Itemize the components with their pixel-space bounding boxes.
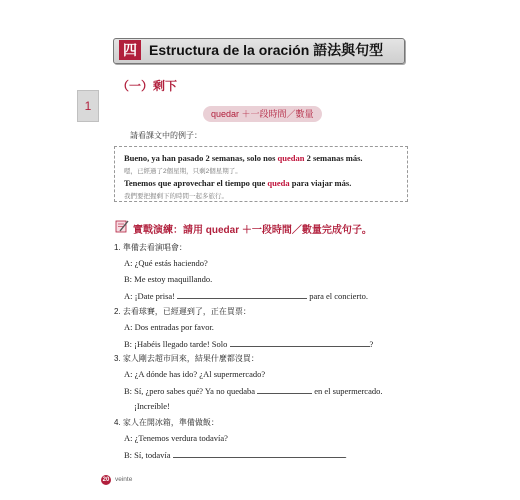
example-translation-2: 我們要把握剩下的時間一起多旅行。 (124, 193, 228, 200)
answer-blank[interactable] (230, 338, 370, 347)
answer-blank[interactable] (177, 290, 307, 299)
page-number: 20 (102, 477, 110, 483)
banner-title: Estructura de la oración 語法與句型 (149, 42, 384, 58)
chapter-side-tab: 1 (77, 90, 99, 122)
exercise-2-line-b: B: ¡Habéis llegado tarde! Solo ? (124, 339, 374, 349)
exercise-3-prompt: 3. 家人剛去超市回來，結果什麼都沒買： (114, 354, 259, 363)
highlight-word: queda (267, 178, 290, 188)
pencil-note-icon (115, 219, 129, 233)
exercise-1-prompt: 1. 準備去看演唱會： (114, 243, 187, 252)
practice-heading: 實戰演練：請用 quedar ＋一段時間／數量完成句子。 (133, 225, 372, 236)
section-heading: （一）剩下 (117, 79, 178, 93)
intro-text: 請看課文中的例子： (130, 131, 202, 140)
example-sentence-1: Bueno, ya han pasado 2 semanas, solo nos quedan 2 semanas más. (124, 153, 363, 163)
example-sentence-2: Tenemos que aprovechar el tiempo que queda para viajar más. (124, 178, 352, 188)
pattern-pill: quedar ＋一段時間／數量 (203, 106, 322, 122)
exercise-4-line-a: A: ¿Tenemos verdura todavía? (124, 433, 228, 443)
exercise-3-line-a: A: ¿A dónde has ido? ¿Al supermercado? (124, 369, 266, 379)
exercise-2-prompt: 2. 去看球賽，已經遲到了，正在買票： (114, 307, 251, 316)
example-translation-1: 嗯，已經過了2個星期，只剩2個星期了。 (124, 168, 242, 175)
answer-blank[interactable] (257, 385, 312, 394)
exercise-4-line-b: B: Sí, todavía . (124, 450, 347, 460)
exercise-1-line-a: A: ¿Qué estás haciendo? (124, 258, 208, 268)
page-number-word: veinte (115, 476, 133, 483)
banner-number: 四 (119, 40, 141, 60)
highlight-word: quedan (277, 153, 305, 163)
example-box (114, 146, 408, 202)
exercise-1-line-b: B: Me estoy maquillando. (124, 274, 213, 284)
exercise-4-prompt: 4. 家人在開冰箱，準備做飯： (114, 418, 219, 427)
exercise-3-line-c: ¡Increíble! (134, 401, 170, 411)
exercise-3-line-b: B: Sí, ¿pero sabes qué? Ya no quedaba en el supermercado. (124, 386, 383, 396)
exercise-2-line-a: A: Dos entradas por favor. (124, 322, 214, 332)
exercise-1-line-c: A: ¡Date prisa! para el concierto. (124, 291, 368, 301)
answer-blank[interactable] (173, 449, 345, 458)
